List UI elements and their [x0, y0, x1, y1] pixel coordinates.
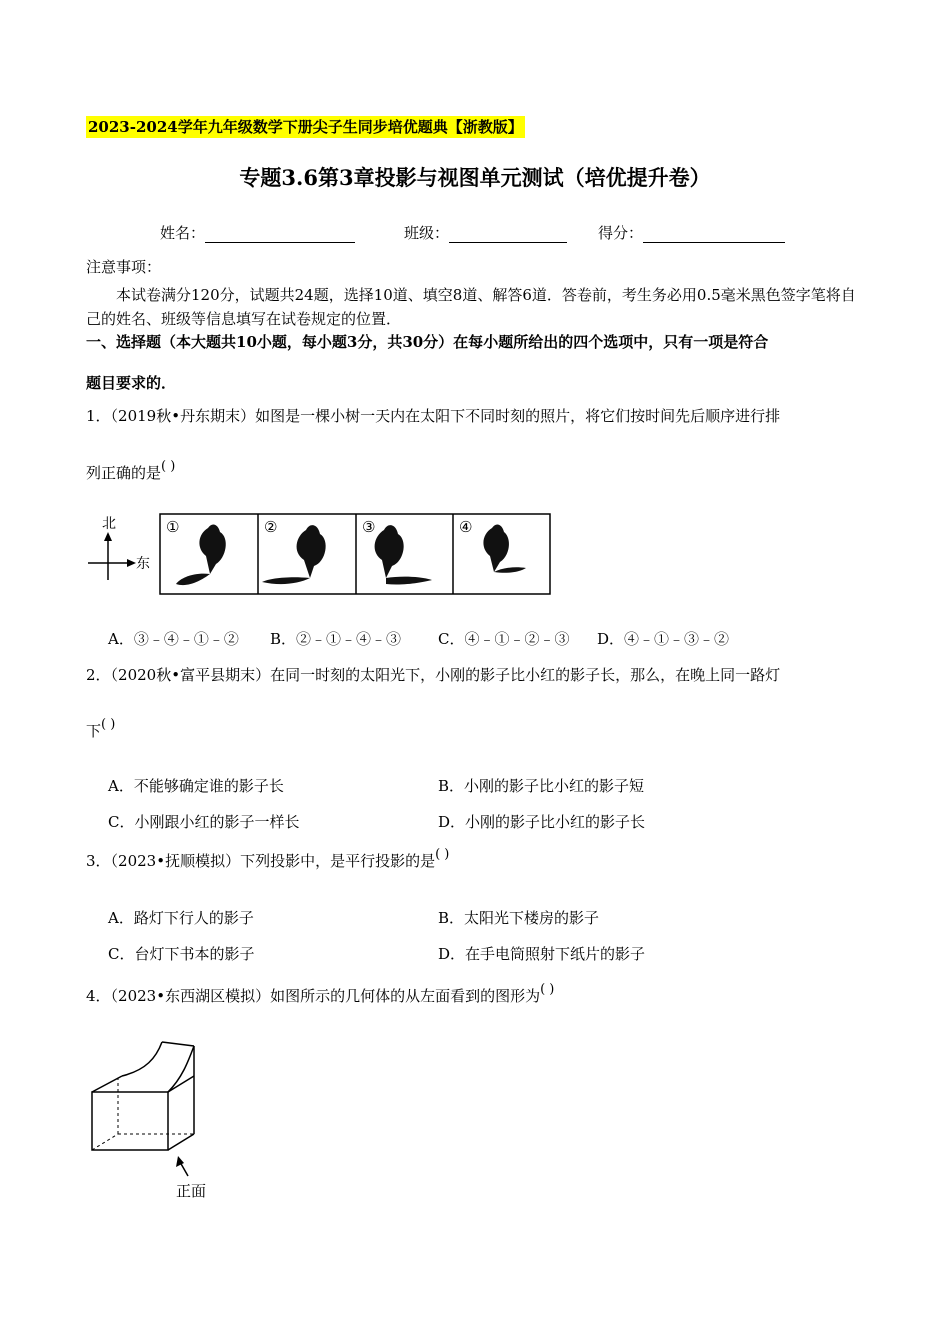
- class-label: 班级：: [404, 224, 450, 242]
- q1-stem-line1: 1．（2019秋•丹东期末）如图是一棵小树一天内在太阳下不同时刻的照片，将它们按时间先后顺序进行排: [86, 407, 781, 425]
- q2-option-c[interactable]: C．小刚跟小红的影子一样长: [108, 813, 300, 831]
- q2-stem-line1: 2．（2020秋•富平县期末）在同一时刻的太阳光下，小刚的影子比小红的影子长，那么，在晚上同一路灯: [86, 666, 781, 684]
- series-label: 2023-2024学年九年级数学下册尖子生同步培优题典【浙教版】: [88, 118, 523, 136]
- score-label: 得分：: [598, 224, 644, 242]
- q3-option-d[interactable]: D．在手电筒照射下纸片的影子: [438, 945, 646, 963]
- name-label: 姓名：: [160, 224, 206, 242]
- q4-figure-label: 正面: [176, 1182, 207, 1200]
- q1-option-b[interactable]: B．②﹣①﹣④﹣③: [270, 630, 402, 648]
- frame-4-number: ④: [459, 518, 473, 536]
- name-field[interactable]: [160, 222, 355, 243]
- notes-body: 本试卷满分120分，试题共24题，选择10道、填空8道、解答6道．答卷前，考生务必用0.5毫米黑色签字笔将自己的姓名、班级等信息填写在试卷规定的位置．: [86, 286, 856, 328]
- q2-option-d[interactable]: D．小刚的影子比小红的影子长: [438, 813, 646, 831]
- section1-heading-line1: 一、选择题（本大题共10小题，每小题3分，共30分）在每小题所给出的四个选项中，只有一项是符合: [86, 333, 769, 351]
- frame-3-number: ③: [362, 518, 376, 536]
- class-blank[interactable]: [449, 227, 567, 243]
- q3-option-b[interactable]: B．太阳光下楼房的影子: [438, 909, 600, 927]
- q2-stem-text: 下: [86, 722, 102, 740]
- tree-frame-4: [459, 518, 526, 573]
- compass-east-label: 东: [136, 556, 150, 572]
- compass-icon: [88, 516, 150, 580]
- q3-stem: [86, 847, 450, 871]
- q1-stem-text: 列正确的是: [86, 464, 162, 482]
- q4-answer-paren[interactable]: ( ): [540, 982, 555, 997]
- q4-stem-text: 4．（2023•东西湖区模拟）如图所示的几何体的从左面看到的图形为: [86, 987, 541, 1005]
- q2-answer-paren[interactable]: ( ): [101, 717, 116, 732]
- tree-frame-3: [362, 518, 432, 585]
- q2-option-a[interactable]: A．不能够确定谁的影子长: [108, 777, 284, 795]
- q1-option-d[interactable]: D．④﹣①﹣③﹣②: [597, 630, 730, 648]
- compass-north-label: 北: [102, 516, 116, 532]
- q2-option-b[interactable]: B．小刚的影子比小红的影子短: [438, 777, 645, 795]
- q1-option-c[interactable]: C．④﹣①﹣②﹣③: [438, 630, 570, 648]
- tree-frame-1: [166, 518, 226, 585]
- q4-solid-figure: [84, 1036, 234, 1206]
- score-blank[interactable]: [643, 227, 785, 243]
- tree-frame-2: [262, 518, 326, 584]
- notes-heading: 注意事项：: [86, 258, 162, 276]
- frame-2-number: ②: [264, 518, 278, 536]
- q3-option-a[interactable]: A．路灯下行人的影子: [108, 909, 254, 927]
- q1-stem-line2: [86, 459, 176, 483]
- page-title: 专题3.6第3章投影与视图单元测试（培优提升卷）: [239, 165, 711, 190]
- q1-answer-paren[interactable]: ( ): [161, 459, 176, 474]
- q1-option-a[interactable]: A．③﹣④﹣①﹣②: [108, 630, 239, 648]
- score-field[interactable]: [598, 222, 785, 243]
- class-field[interactable]: [404, 222, 567, 243]
- q1-figure: [84, 508, 554, 598]
- section1-heading-line2: 题目要求的．: [86, 374, 177, 392]
- q4-stem: [86, 982, 555, 1006]
- q3-answer-paren[interactable]: ( ): [435, 847, 450, 862]
- frame-1-number: ①: [166, 518, 180, 536]
- q3-option-c[interactable]: C．台灯下书本的影子: [108, 945, 255, 963]
- name-blank[interactable]: [205, 227, 355, 243]
- q3-stem-text: 3．（2023•抚顺模拟）下列投影中，是平行投影的是: [86, 852, 436, 870]
- q2-stem-line2: [86, 717, 116, 741]
